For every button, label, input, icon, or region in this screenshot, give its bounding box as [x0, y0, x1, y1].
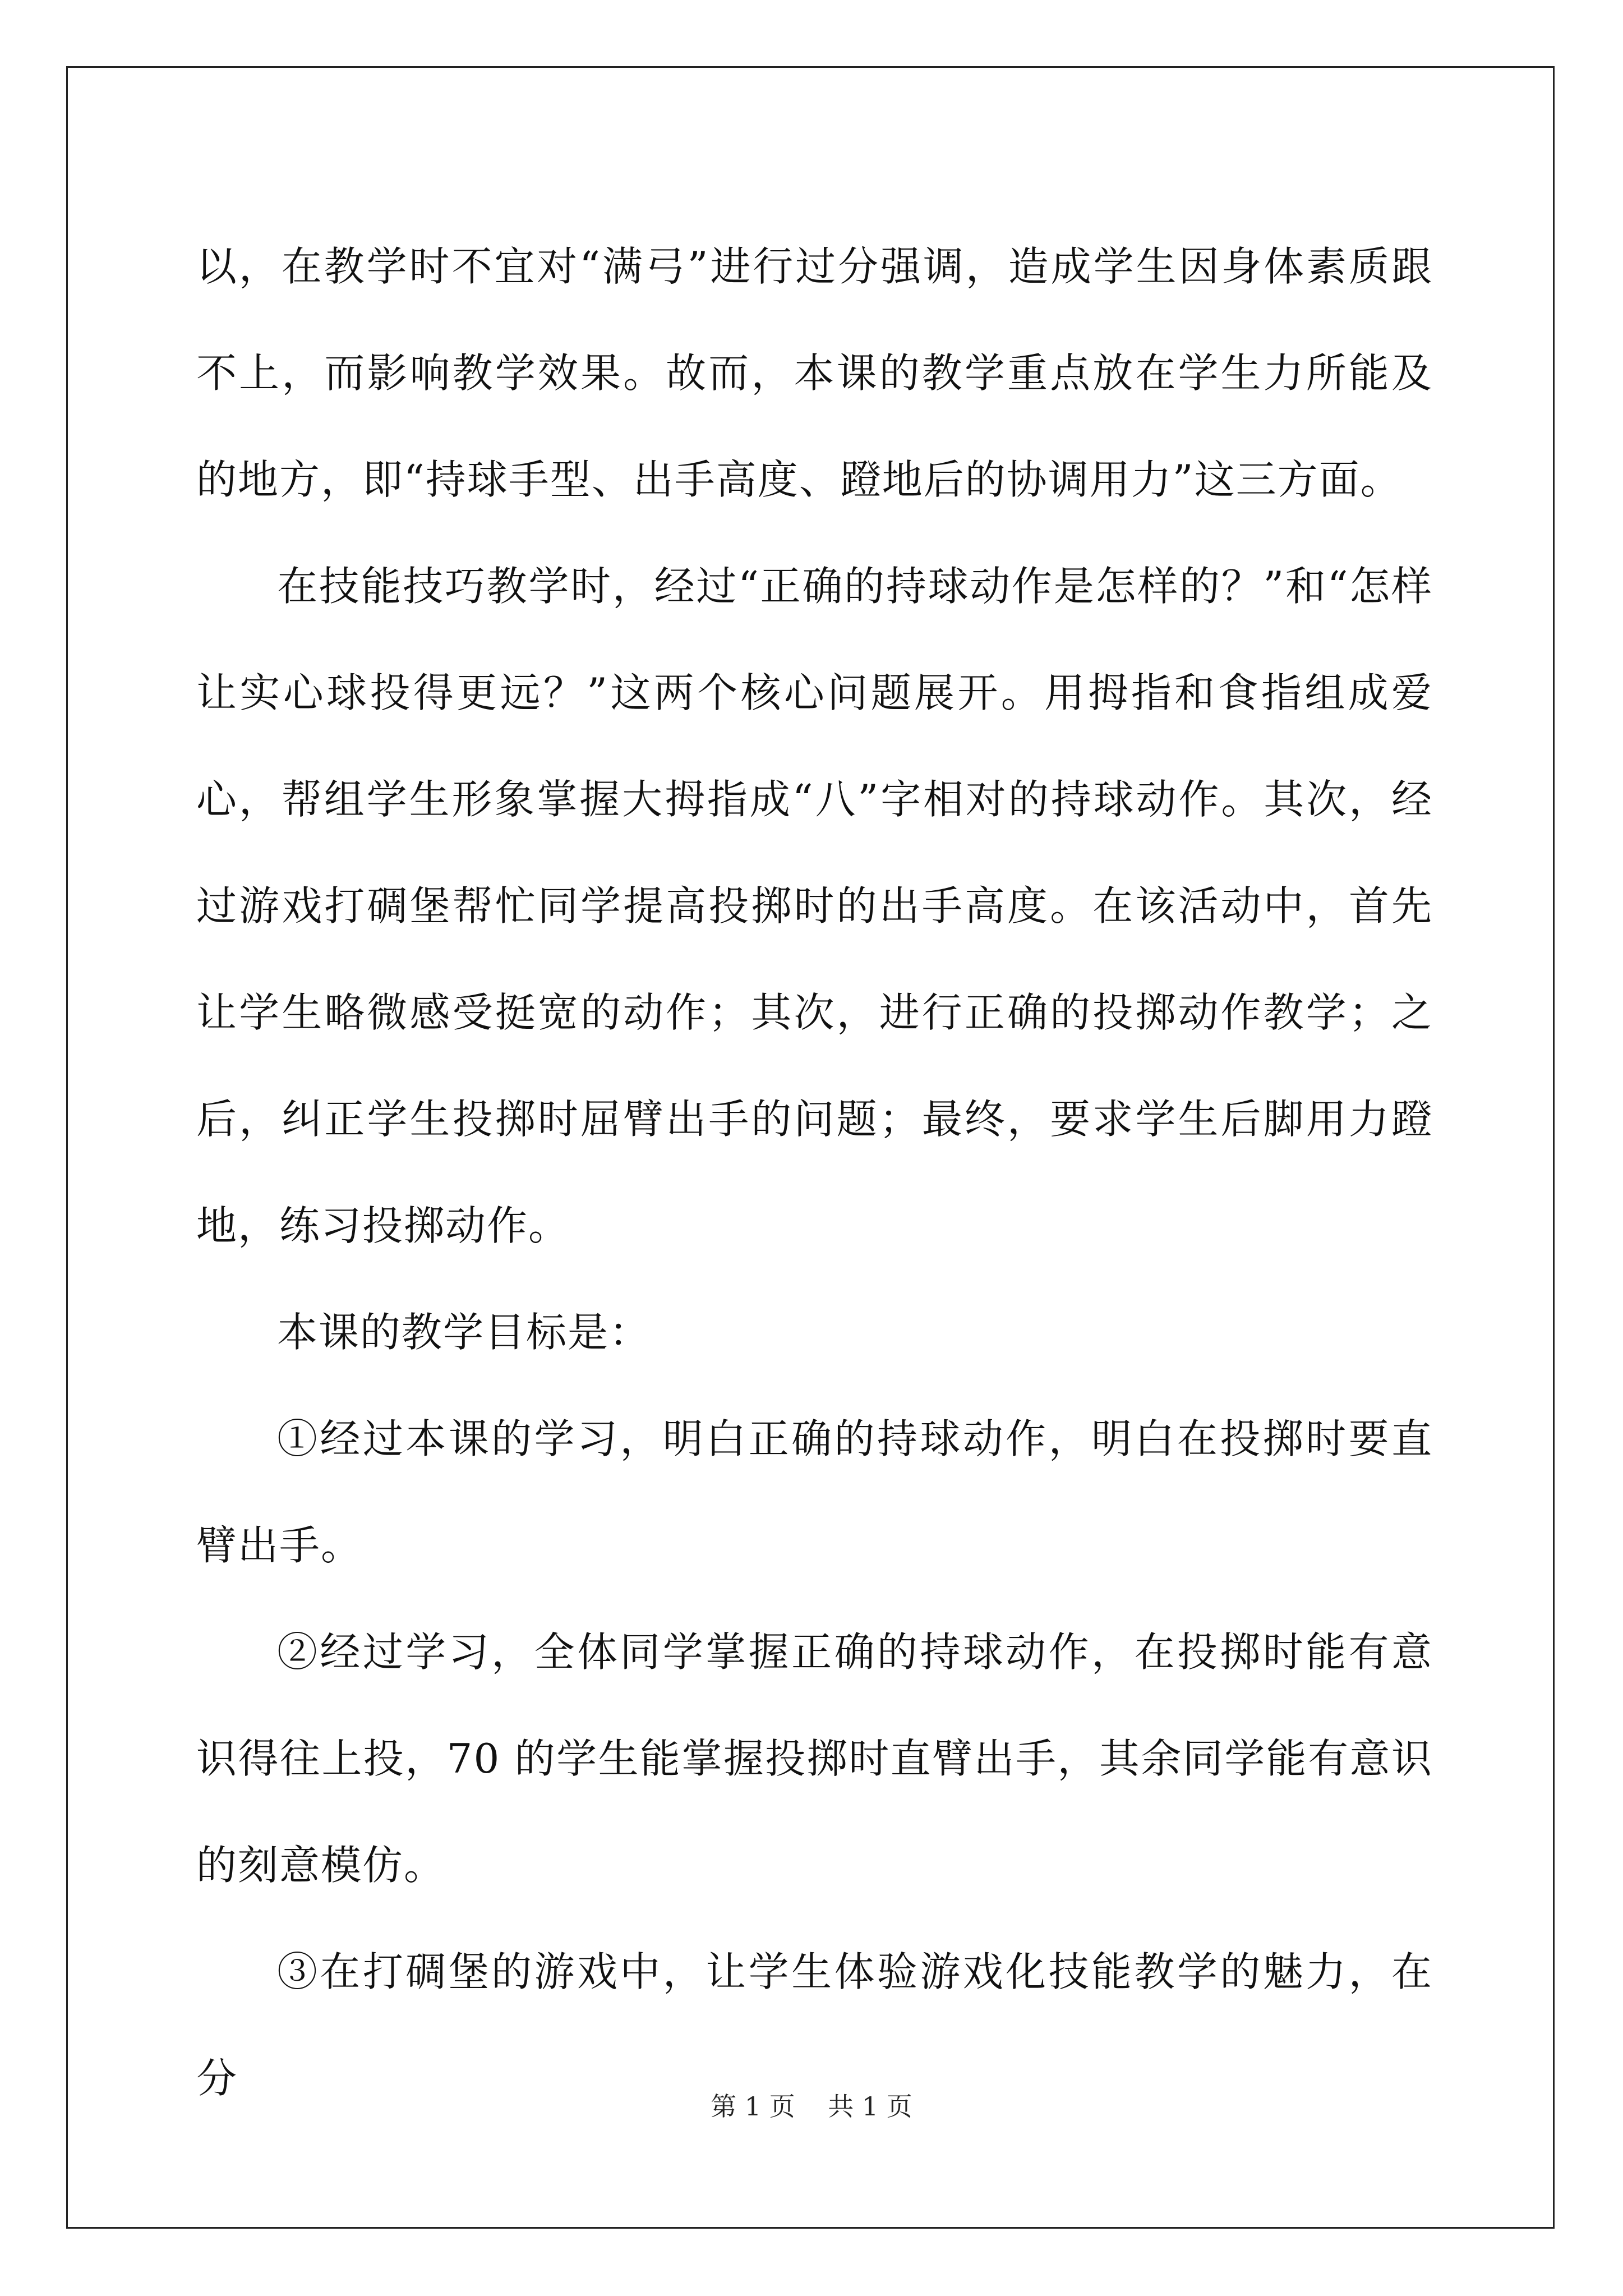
- paragraph-objective-1: ①经过本课的学习，明白正确的持球动作，明白在投掷时要直臂出手。: [196, 1415, 1433, 1569]
- paragraph-continued: 以，在教学时不宜对“满弓”进行过分强调，造成学生因身体素质跟不上，而影响教学效果。故而，本课的教学重点放在学生力所能及的地方，即“持球手型、出手高度、蹬地后的协调用力”这三方面。: [196, 243, 1433, 503]
- paragraph-objective-2: ②经过学习，全体同学掌握正确的持球动作，在投掷时能有意识得往上投，70 的学生能掌握投掷时直臂出手，其余同学能有意识的刻意模仿。: [196, 1628, 1433, 1889]
- page-footer: [0, 2090, 1623, 2123]
- paragraph-objectives-heading: 本课的教学目标是：: [277, 1309, 651, 1356]
- paragraph-objective-3: ③在打碉堡的游戏中，让学生体验游戏化技能教学的魅力，在分: [196, 1948, 1433, 2102]
- paragraph-skill-teaching: 在技能技巧教学时，经过“正确的持球动作是怎样的？”和“怎样让实心球投得更远？”这两个核心问题展开。用拇指和食指组成爱心，帮组学生形象掌握大拇指成“八”字相对的持球动作。其次，经过游戏打碉堡帮忙同学提高投掷时的出手高度。在该活动中，首先让学生略微感受挺宽的动作；其次，进行正确的投掷动作教学；之后，纠正学生投掷时屈臂出手的问题；最终，要求学生后脚用力蹬地，练习投掷动作。: [196, 563, 1433, 1249]
- document-body: [196, 213, 1433, 2132]
- page-number: 第 1 页 共 1 页: [711, 2091, 912, 2122]
